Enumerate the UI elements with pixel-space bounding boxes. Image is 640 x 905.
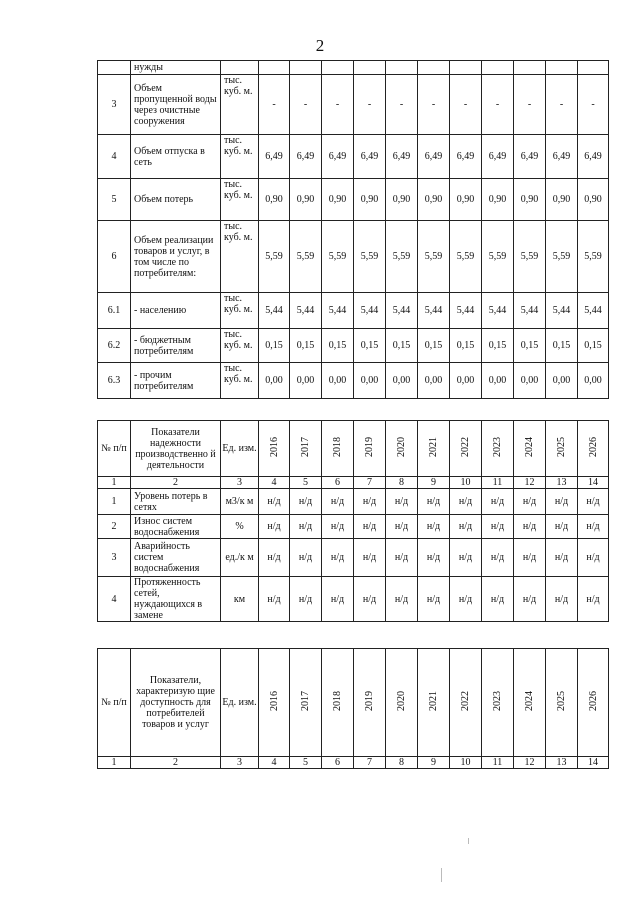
value-cell: 5,59 bbox=[259, 221, 290, 293]
table-row bbox=[98, 135, 609, 179]
value-cell: н/д bbox=[578, 577, 609, 622]
table-row bbox=[98, 179, 609, 221]
value-cell: 5,59 bbox=[418, 221, 450, 293]
year-label: 2025 bbox=[556, 437, 567, 457]
value-cell: 0,15 bbox=[322, 329, 354, 363]
row-unit: м3/к м bbox=[221, 489, 259, 515]
value-cell: 5,44 bbox=[450, 293, 482, 329]
value-cell: н/д bbox=[322, 577, 354, 622]
value-cell: - bbox=[546, 75, 578, 135]
value-cell: н/д bbox=[546, 515, 578, 539]
value-cell: - bbox=[418, 75, 450, 135]
value-cell: н/д bbox=[354, 489, 386, 515]
row-unit: ед./к м bbox=[221, 539, 259, 577]
index-row bbox=[98, 477, 609, 489]
row-number: 6.2 bbox=[98, 329, 131, 363]
header-unit: Ед. изм. bbox=[221, 649, 259, 757]
index-cell: 4 bbox=[259, 757, 290, 769]
value-cell: 6,49 bbox=[322, 135, 354, 179]
row-unit: % bbox=[221, 515, 259, 539]
value-cell: - bbox=[386, 75, 418, 135]
index-cell: 11 bbox=[482, 477, 514, 489]
value-cell: 5,44 bbox=[290, 293, 322, 329]
value-cell: н/д bbox=[259, 577, 290, 622]
row-name: Объем реализации товаров и услуг, в том числе по потребителям: bbox=[131, 221, 221, 293]
value-cell: 0,15 bbox=[546, 329, 578, 363]
value-cell: 0,00 bbox=[354, 363, 386, 399]
row-name: Протяженность сетей, нуждающихся в замене bbox=[131, 577, 221, 622]
row-unit: тыс. куб. м. bbox=[221, 179, 259, 221]
year-header bbox=[482, 649, 514, 757]
row-unit: тыс. куб. м. bbox=[221, 221, 259, 293]
table-header-row bbox=[98, 421, 609, 477]
value-cell: 0,90 bbox=[290, 179, 322, 221]
row-number: 6 bbox=[98, 221, 131, 293]
value-cell: н/д bbox=[418, 539, 450, 577]
year-header bbox=[482, 421, 514, 477]
index-cell: 6 bbox=[322, 477, 354, 489]
index-cell: 6 bbox=[322, 757, 354, 769]
year-label: 2022 bbox=[460, 691, 471, 711]
year-label: 2022 bbox=[460, 437, 471, 457]
row-number: 4 bbox=[98, 135, 131, 179]
value-cell: 5,44 bbox=[322, 293, 354, 329]
value-cell: 0,90 bbox=[259, 179, 290, 221]
value-cell: 0,00 bbox=[386, 363, 418, 399]
value-cell: 5,59 bbox=[578, 221, 609, 293]
index-cell: 8 bbox=[386, 757, 418, 769]
year-header bbox=[386, 649, 418, 757]
value-cell: 0,15 bbox=[482, 329, 514, 363]
year-header bbox=[578, 421, 609, 477]
value-cell: 6,49 bbox=[450, 135, 482, 179]
value-cell: 5,44 bbox=[514, 293, 546, 329]
year-label: 2019 bbox=[364, 691, 375, 711]
value-cell: 5,59 bbox=[482, 221, 514, 293]
row-number: 3 bbox=[98, 539, 131, 577]
year-label: 2017 bbox=[300, 437, 311, 457]
index-cell: 5 bbox=[290, 757, 322, 769]
year-label: 2018 bbox=[332, 691, 343, 711]
row-number: 2 bbox=[98, 515, 131, 539]
value-cell: 0,15 bbox=[578, 329, 609, 363]
index-cell: 13 bbox=[546, 477, 578, 489]
value-cell: н/д bbox=[322, 515, 354, 539]
index-cell: 3 bbox=[221, 477, 259, 489]
year-label: 2018 bbox=[332, 437, 343, 457]
year-label: 2023 bbox=[492, 691, 503, 711]
table-cell bbox=[98, 61, 131, 75]
year-header bbox=[354, 421, 386, 477]
value-cell: н/д bbox=[386, 539, 418, 577]
value-cell: 0,90 bbox=[514, 179, 546, 221]
value-cell: 0,90 bbox=[418, 179, 450, 221]
row-number: 3 bbox=[98, 75, 131, 135]
year-header bbox=[259, 649, 290, 757]
value-cell: н/д bbox=[354, 577, 386, 622]
value-cell: 0,00 bbox=[450, 363, 482, 399]
value-cell: н/д bbox=[514, 515, 546, 539]
year-header bbox=[290, 421, 322, 477]
value-cell: 6,49 bbox=[482, 135, 514, 179]
index-cell: 8 bbox=[386, 477, 418, 489]
value-cell: н/д bbox=[514, 489, 546, 515]
row-unit: тыс. куб. м. bbox=[221, 293, 259, 329]
table-row bbox=[98, 329, 609, 363]
year-header bbox=[514, 421, 546, 477]
value-cell: 5,59 bbox=[290, 221, 322, 293]
year-header bbox=[322, 649, 354, 757]
year-label: 2024 bbox=[524, 691, 535, 711]
value-cell: 5,44 bbox=[354, 293, 386, 329]
table-cell bbox=[221, 61, 259, 75]
year-header bbox=[418, 649, 450, 757]
value-cell: н/д bbox=[514, 539, 546, 577]
index-cell: 2 bbox=[131, 477, 221, 489]
row-name: - бюджетным потребителям bbox=[131, 329, 221, 363]
row-number: 5 bbox=[98, 179, 131, 221]
year-header bbox=[578, 649, 609, 757]
table-row bbox=[98, 363, 609, 399]
table-row bbox=[98, 515, 609, 539]
value-cell: 5,59 bbox=[354, 221, 386, 293]
value-cell: - bbox=[290, 75, 322, 135]
index-cell: 1 bbox=[98, 757, 131, 769]
year-label: 2026 bbox=[587, 437, 599, 457]
value-cell: 5,44 bbox=[259, 293, 290, 329]
index-cell: 14 bbox=[578, 757, 609, 769]
value-cell: 0,00 bbox=[322, 363, 354, 399]
availability-table bbox=[97, 648, 609, 769]
value-cell: 0,90 bbox=[322, 179, 354, 221]
value-cell: 0,90 bbox=[578, 179, 609, 221]
value-cell: н/д bbox=[546, 539, 578, 577]
value-cell: 0,15 bbox=[450, 329, 482, 363]
value-cell: 5,44 bbox=[482, 293, 514, 329]
value-cell: - bbox=[322, 75, 354, 135]
year-label: 2020 bbox=[396, 691, 407, 711]
value-cell: 0,00 bbox=[418, 363, 450, 399]
year-label: 2021 bbox=[428, 691, 439, 711]
table-header-row bbox=[98, 649, 609, 757]
value-cell: н/д bbox=[354, 515, 386, 539]
value-cell: 0,15 bbox=[290, 329, 322, 363]
value-cell: 5,59 bbox=[546, 221, 578, 293]
value-cell: 0,15 bbox=[354, 329, 386, 363]
row-number: 6.1 bbox=[98, 293, 131, 329]
row-name: Уровень потерь в сетях bbox=[131, 489, 221, 515]
value-cell: н/д bbox=[386, 489, 418, 515]
row-unit: км bbox=[221, 577, 259, 622]
value-cell: н/д bbox=[450, 577, 482, 622]
value-cell: н/д bbox=[514, 577, 546, 622]
value-cell: н/д bbox=[259, 489, 290, 515]
header-name: Показатели надежности производственно й деятельности bbox=[131, 421, 221, 477]
row-unit: тыс. куб. м. bbox=[221, 75, 259, 135]
index-cell: 12 bbox=[514, 757, 546, 769]
value-cell: 0,90 bbox=[482, 179, 514, 221]
year-label: 2026 bbox=[587, 691, 599, 711]
year-label: 2016 bbox=[268, 437, 280, 457]
value-cell: н/д bbox=[259, 515, 290, 539]
index-row bbox=[98, 757, 609, 769]
value-cell: н/д bbox=[450, 515, 482, 539]
index-cell: 9 bbox=[418, 757, 450, 769]
value-cell: 0,00 bbox=[290, 363, 322, 399]
value-cell: н/д bbox=[482, 489, 514, 515]
value-cell: 6,49 bbox=[578, 135, 609, 179]
value-cell: 6,49 bbox=[354, 135, 386, 179]
index-cell: 10 bbox=[450, 757, 482, 769]
row-name: Объем потерь bbox=[131, 179, 221, 221]
year-label: 2024 bbox=[524, 437, 535, 457]
row-number: 6.3 bbox=[98, 363, 131, 399]
value-cell: н/д bbox=[546, 489, 578, 515]
value-cell: н/д bbox=[578, 515, 609, 539]
value-cell: н/д bbox=[546, 577, 578, 622]
value-cell: - bbox=[578, 75, 609, 135]
value-cell: - bbox=[482, 75, 514, 135]
value-cell: 0,00 bbox=[546, 363, 578, 399]
year-header bbox=[546, 649, 578, 757]
value-cell: н/д bbox=[354, 539, 386, 577]
value-cell: 0,00 bbox=[482, 363, 514, 399]
year-header bbox=[259, 421, 290, 477]
index-cell: 9 bbox=[418, 477, 450, 489]
value-cell: 5,59 bbox=[514, 221, 546, 293]
index-cell: 2 bbox=[131, 757, 221, 769]
value-cell: н/д bbox=[482, 515, 514, 539]
row-name: - населению bbox=[131, 293, 221, 329]
row-unit: тыс. куб. м. bbox=[221, 329, 259, 363]
header-unit: Ед. изм. bbox=[221, 421, 259, 477]
row-unit: тыс. куб. м. bbox=[221, 363, 259, 399]
value-cell: - bbox=[514, 75, 546, 135]
value-cell: 5,44 bbox=[546, 293, 578, 329]
value-cell: - bbox=[259, 75, 290, 135]
value-cell: 5,59 bbox=[450, 221, 482, 293]
table-row bbox=[98, 539, 609, 577]
row-name: нужды bbox=[131, 61, 221, 75]
value-cell: 0,90 bbox=[546, 179, 578, 221]
value-cell: н/д bbox=[386, 515, 418, 539]
index-cell: 3 bbox=[221, 757, 259, 769]
value-cell: н/д bbox=[290, 539, 322, 577]
index-cell: 1 bbox=[98, 477, 131, 489]
value-cell: 6,49 bbox=[418, 135, 450, 179]
value-cell: н/д bbox=[322, 489, 354, 515]
year-header bbox=[418, 421, 450, 477]
value-cell: 0,00 bbox=[514, 363, 546, 399]
value-cell: н/д bbox=[259, 539, 290, 577]
table-row bbox=[98, 577, 609, 622]
value-cell: 0,15 bbox=[259, 329, 290, 363]
year-header bbox=[546, 421, 578, 477]
value-cell: 0,00 bbox=[259, 363, 290, 399]
page-number: 2 bbox=[315, 36, 325, 55]
value-cell: н/д bbox=[578, 539, 609, 577]
year-label: 2020 bbox=[396, 437, 407, 457]
header-num: № п/п bbox=[98, 649, 131, 757]
value-cell: 0,15 bbox=[386, 329, 418, 363]
value-cell: 5,44 bbox=[418, 293, 450, 329]
index-cell: 11 bbox=[482, 757, 514, 769]
value-cell: 0,15 bbox=[514, 329, 546, 363]
scan-mark bbox=[441, 868, 442, 882]
value-cell: 6,49 bbox=[546, 135, 578, 179]
index-cell: 4 bbox=[259, 477, 290, 489]
value-cell: н/д bbox=[290, 577, 322, 622]
value-cell: 5,44 bbox=[386, 293, 418, 329]
scan-mark bbox=[468, 838, 469, 844]
value-cell: - bbox=[450, 75, 482, 135]
year-label: 2016 bbox=[268, 691, 280, 711]
value-cell: 6,49 bbox=[386, 135, 418, 179]
year-label: 2025 bbox=[556, 691, 567, 711]
value-cell: 0,90 bbox=[450, 179, 482, 221]
row-name: Объем отпуска в сеть bbox=[131, 135, 221, 179]
year-header bbox=[322, 421, 354, 477]
year-label: 2019 bbox=[364, 437, 375, 457]
value-cell: н/д bbox=[322, 539, 354, 577]
value-cell: н/д bbox=[418, 489, 450, 515]
table-row bbox=[98, 61, 609, 75]
value-cell: 0,90 bbox=[386, 179, 418, 221]
value-cell: 6,49 bbox=[514, 135, 546, 179]
header-num: № п/п bbox=[98, 421, 131, 477]
value-cell: 5,59 bbox=[386, 221, 418, 293]
value-cell: н/д bbox=[482, 539, 514, 577]
value-cell: 5,59 bbox=[322, 221, 354, 293]
index-cell: 5 bbox=[290, 477, 322, 489]
row-number: 4 bbox=[98, 577, 131, 622]
value-cell: н/д bbox=[418, 577, 450, 622]
volume-table bbox=[97, 60, 609, 399]
row-unit: тыс. куб. м. bbox=[221, 135, 259, 179]
value-cell: н/д bbox=[386, 577, 418, 622]
value-cell: 0,90 bbox=[354, 179, 386, 221]
year-header bbox=[386, 421, 418, 477]
index-cell: 7 bbox=[354, 757, 386, 769]
value-cell: н/д bbox=[290, 489, 322, 515]
value-cell: 6,49 bbox=[290, 135, 322, 179]
row-name: Аварийность систем водоснабжения bbox=[131, 539, 221, 577]
year-header bbox=[450, 649, 482, 757]
index-cell: 7 bbox=[354, 477, 386, 489]
row-name: Износ систем водоснабжения bbox=[131, 515, 221, 539]
row-name: Объем пропущенной воды через очистные сооружения bbox=[131, 75, 221, 135]
row-number: 1 bbox=[98, 489, 131, 515]
year-header bbox=[450, 421, 482, 477]
value-cell: н/д bbox=[418, 515, 450, 539]
header-name: Показатели, характеризую щие доступность для потребителей товаров и услуг bbox=[131, 649, 221, 757]
year-header bbox=[354, 649, 386, 757]
value-cell: 0,00 bbox=[578, 363, 609, 399]
value-cell: н/д bbox=[482, 577, 514, 622]
index-cell: 10 bbox=[450, 477, 482, 489]
value-cell: н/д bbox=[578, 489, 609, 515]
table-row bbox=[98, 293, 609, 329]
value-cell: н/д bbox=[290, 515, 322, 539]
value-cell: - bbox=[354, 75, 386, 135]
table-row bbox=[98, 489, 609, 515]
index-cell: 12 bbox=[514, 477, 546, 489]
value-cell: н/д bbox=[450, 539, 482, 577]
year-label: 2021 bbox=[428, 437, 439, 457]
row-name: - прочим потребителям bbox=[131, 363, 221, 399]
value-cell: н/д bbox=[450, 489, 482, 515]
table-row bbox=[98, 221, 609, 293]
value-cell: 0,15 bbox=[418, 329, 450, 363]
reliability-table bbox=[97, 420, 609, 622]
year-header bbox=[514, 649, 546, 757]
value-cell: 6,49 bbox=[259, 135, 290, 179]
year-label: 2023 bbox=[492, 437, 503, 457]
year-header bbox=[290, 649, 322, 757]
index-cell: 14 bbox=[578, 477, 609, 489]
index-cell: 13 bbox=[546, 757, 578, 769]
year-label: 2017 bbox=[300, 691, 311, 711]
value-cell: 5,44 bbox=[578, 293, 609, 329]
table-row bbox=[98, 75, 609, 135]
